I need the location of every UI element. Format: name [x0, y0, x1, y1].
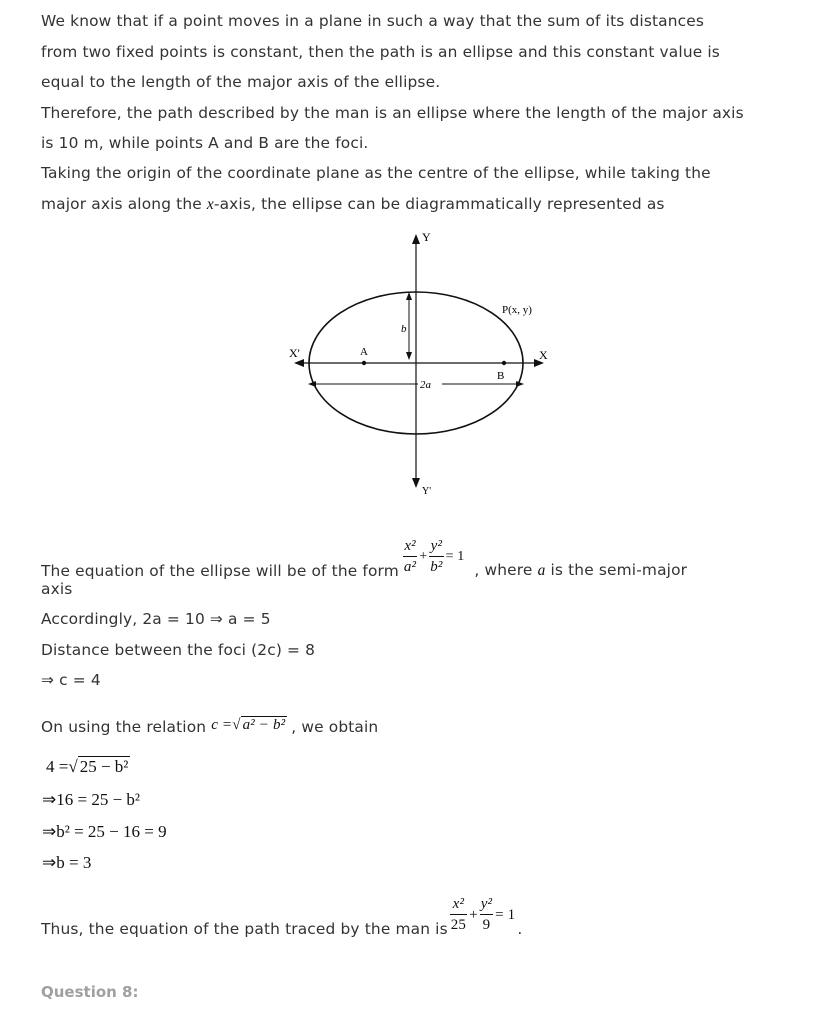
- y-axis-bottom-arrow: [412, 478, 420, 488]
- point-p-label: P(x, y): [502, 304, 532, 316]
- equation-form-line-2: axis: [41, 580, 73, 598]
- equation-form-pre: The equation of the ellipse will be of the form: [41, 561, 399, 580]
- relation-line: [41, 712, 378, 744]
- final-den-9: 9: [482, 917, 491, 933]
- paragraph-3-line-2-post: -axis, the ellipse can be diagrammatically represented as: [213, 195, 665, 213]
- paragraph-1-line-1: We know that if a point moves in a plane in such a way that the sum of its distances: [41, 12, 705, 30]
- final-post: .: [517, 919, 523, 938]
- y-axis-label-top: Y: [422, 230, 431, 244]
- x-axis-label-right: X: [539, 348, 548, 362]
- relation-pre: On using the relation: [41, 718, 212, 736]
- y-axis-top-arrow: [412, 234, 420, 244]
- eq-den-a: a²: [403, 559, 417, 575]
- relation-radical: √ a² − b²: [232, 717, 286, 733]
- final-line: [41, 890, 522, 940]
- focus-b-point: [502, 361, 506, 365]
- equation-form-post: , where a is the semi-major: [474, 561, 688, 580]
- x-axis-left-arrow: [294, 359, 304, 367]
- eq-den-b: b²: [430, 559, 443, 575]
- relation-formula-lhs: c =: [211, 717, 233, 733]
- focus-a-point: [362, 361, 366, 365]
- y-axis-label-bottom: Y': [422, 486, 432, 497]
- paragraph-2-line-2: is 10 m, while points A and B are the foci.: [41, 134, 369, 152]
- final-plus: +: [469, 906, 478, 923]
- ellipse-general-equation: [403, 539, 465, 575]
- paragraph-2-line-1: Therefore, the path described by the man is an ellipse where the length of the major axis: [41, 104, 744, 122]
- focus-a-label: A: [360, 346, 368, 358]
- final-num-y: y²: [480, 896, 493, 912]
- final-equation: [450, 897, 516, 933]
- paragraph-3-line-2-pre: major axis along the: [41, 195, 207, 213]
- final-num-x: x²: [452, 896, 465, 912]
- step-1: Accordingly, 2a = 10 ⇒ a = 5: [41, 610, 271, 628]
- focus-b-label: B: [497, 370, 505, 382]
- equation-form-line: [41, 532, 687, 582]
- ellipse-diagram: [280, 224, 570, 500]
- semi-minor-label: b: [401, 323, 407, 335]
- paragraph-1-line-3: equal to the length of the major axis of the ellipse.: [41, 73, 441, 91]
- paragraph-3-line-2: [41, 189, 665, 221]
- semi-minor-arrow-top: [406, 292, 412, 300]
- derivation-4: ⇒b = 3: [42, 853, 92, 872]
- next-question-heading: Question 8:: [41, 983, 139, 1001]
- final-den-25: 25: [450, 917, 467, 933]
- derivation-2: ⇒16 = 25 − b²: [42, 790, 141, 809]
- eq-num-y: y²: [430, 538, 443, 554]
- derivation-1: 4 =√ 25 − b²: [46, 757, 129, 776]
- step-2: Distance between the foci (2c) = 8: [41, 641, 316, 659]
- eq-plus: +: [419, 548, 428, 564]
- final-pre: Thus, the equation of the path traced by the man is: [41, 919, 448, 938]
- paragraph-1-line-2: from two fixed points is constant, then the path is an ellipse and this constant value is: [41, 43, 720, 61]
- x-variable: x: [206, 196, 214, 213]
- semi-minor-arrow-bottom: [406, 352, 412, 360]
- eq-num-x: x²: [404, 538, 416, 554]
- paragraph-3-line-1: Taking the origin of the coordinate plane as the centre of the ellipse, while taking the: [41, 164, 711, 182]
- relation-post: , we obtain: [291, 718, 379, 736]
- eq-rhs: = 1: [445, 548, 465, 564]
- major-axis-label: 2a: [420, 379, 431, 391]
- final-rhs: = 1: [495, 906, 516, 923]
- derivation-3: ⇒b² = 25 − 16 = 9: [42, 822, 167, 841]
- x-axis-label-left: X': [289, 346, 300, 360]
- step-3: ⇒ c = 4: [41, 671, 101, 689]
